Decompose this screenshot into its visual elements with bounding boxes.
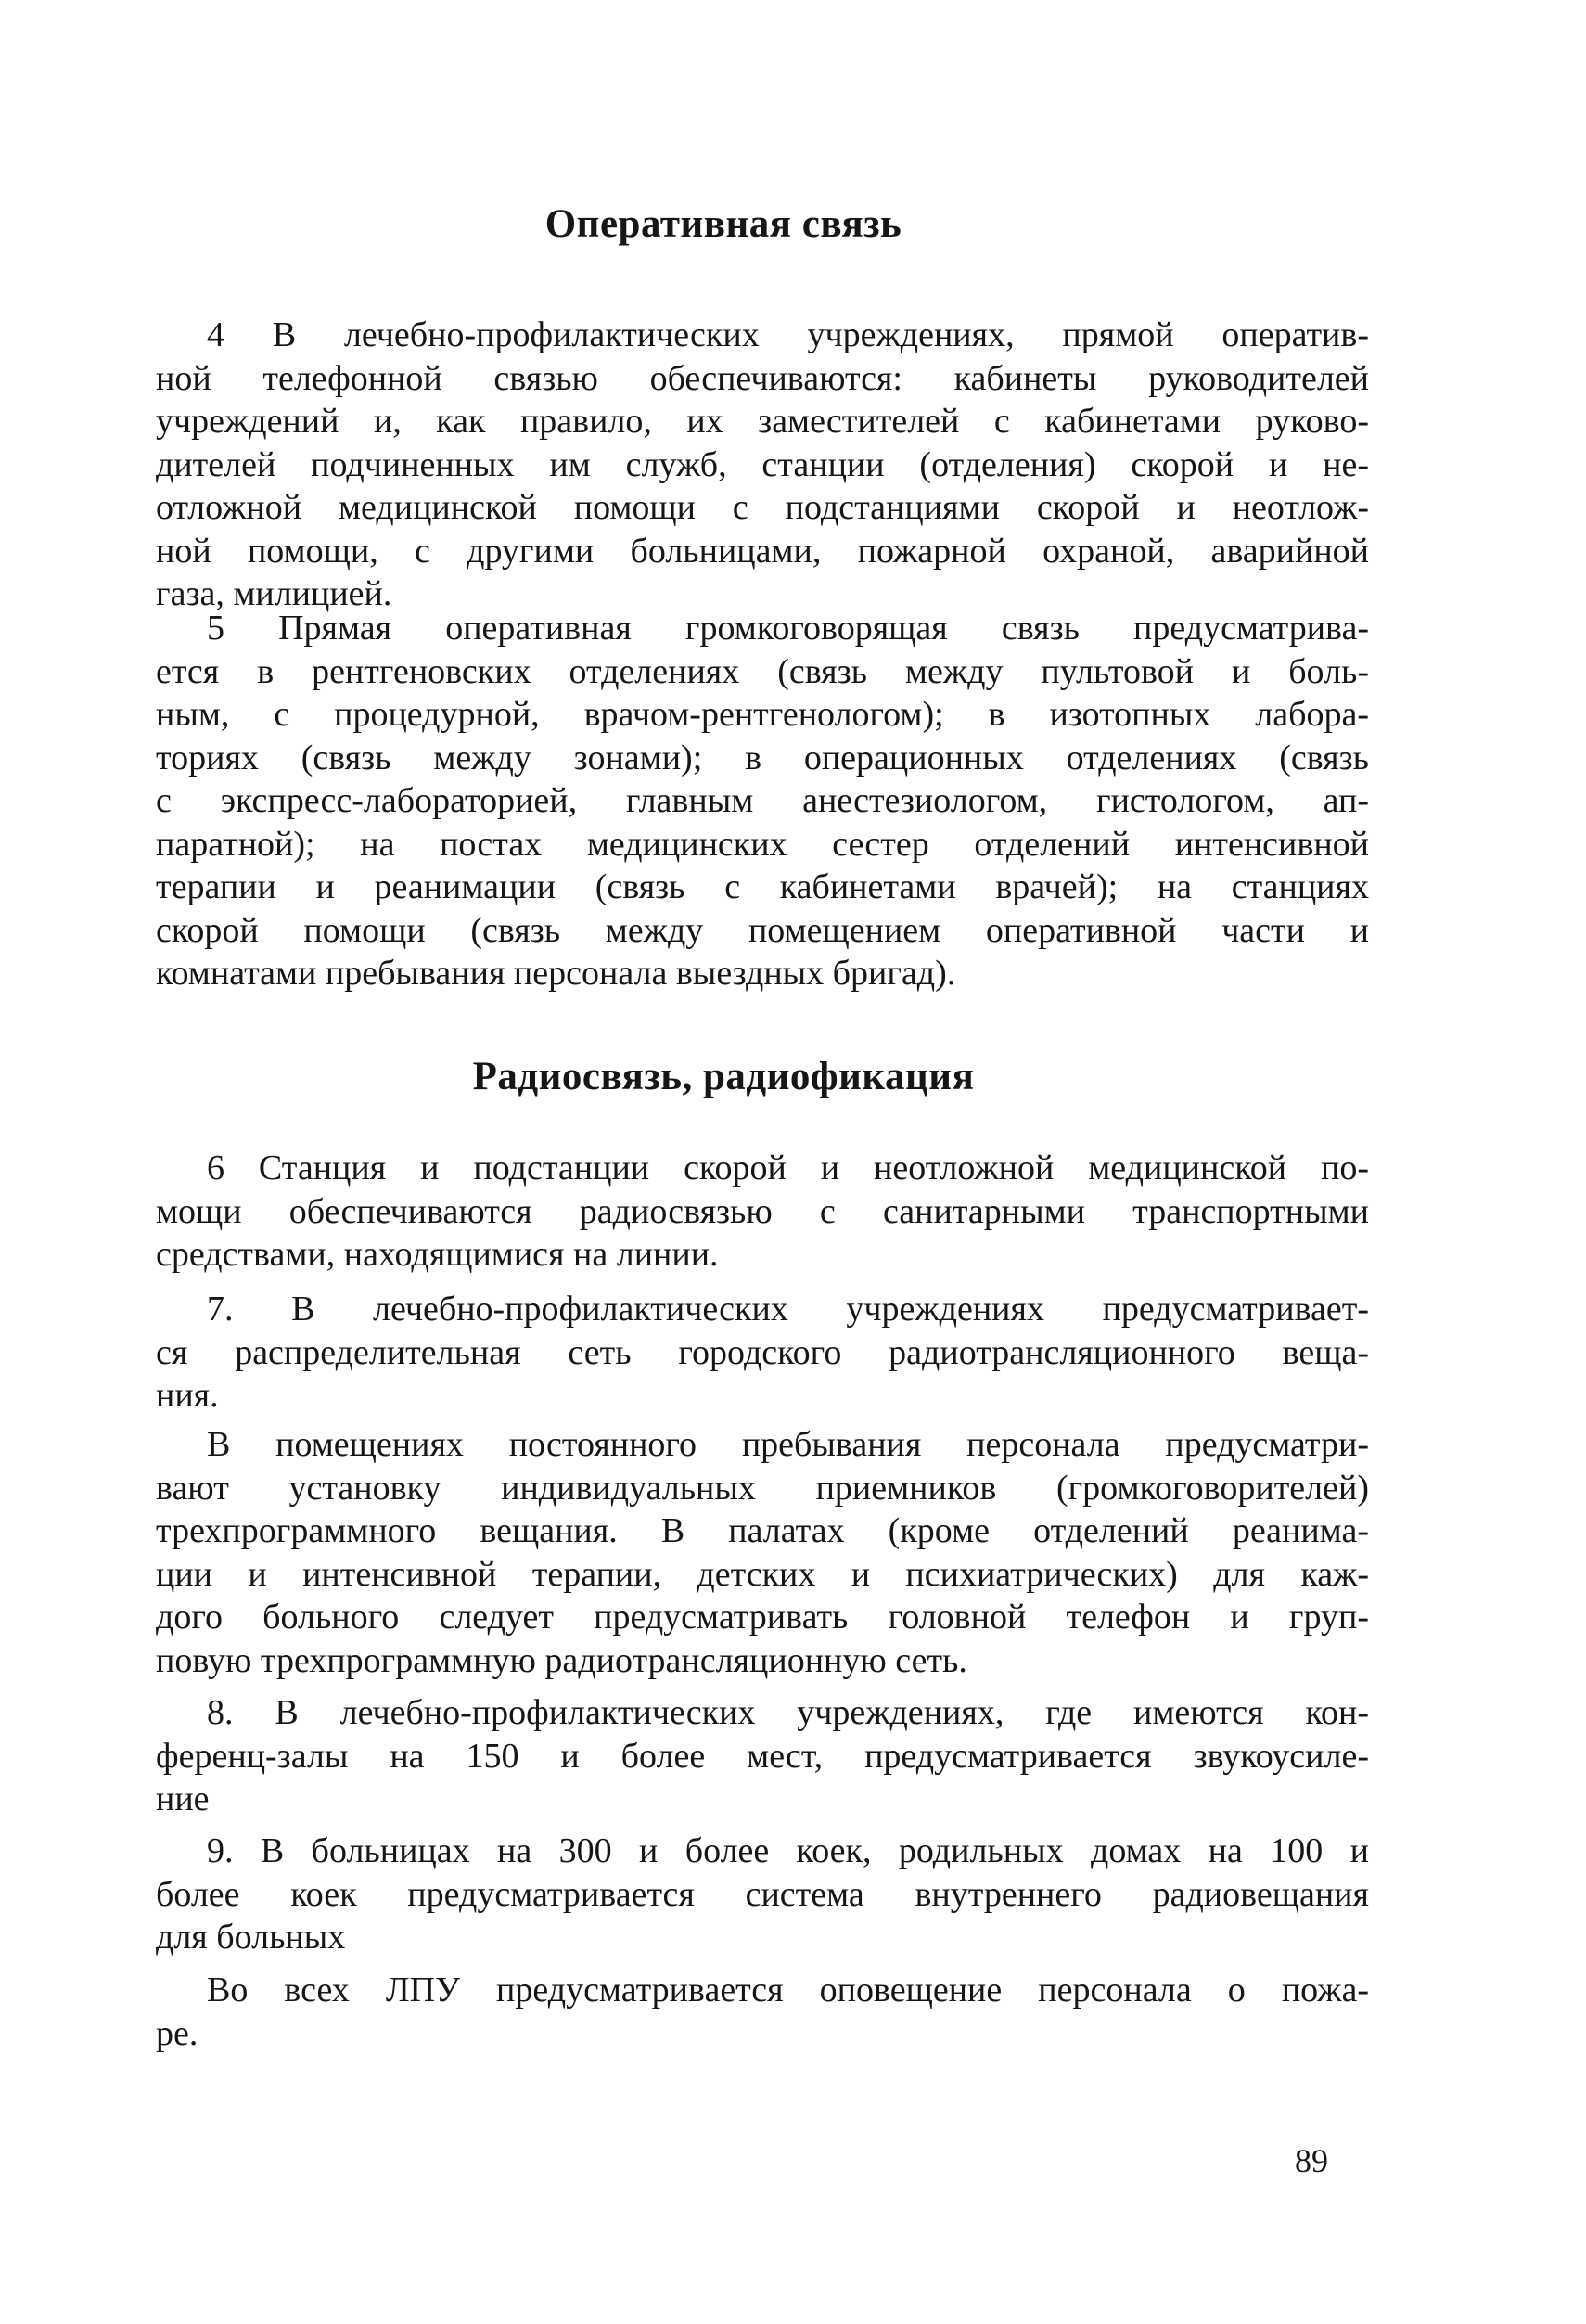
paragraph-line: ным, с процедурной, врачом-рентгенологом); в изотопных лабора- [156, 695, 1369, 734]
paragraph-line: ния. [156, 1376, 219, 1415]
paragraph-line: мощи обеспечиваются радиосвязью с санитарными транспортными [156, 1191, 1369, 1231]
paragraph-line: ференц-залы на 150 и более мест, предусматривается звукоусиле- [156, 1736, 1369, 1776]
paragraph-line: вают установку индивидуальных приемников (громкоговорителей) [156, 1468, 1369, 1508]
paragraph-line: ется в рентгеновских отделениях (связь между пультовой и боль- [156, 651, 1369, 691]
paragraph-line: 4 В лечебно-профилактических учреждениях, прямой оператив- [207, 315, 1369, 354]
paragraph-5 [156, 607, 1369, 995]
paragraph-line: учреждений и, как правило, их заместителей с кабинетами руково- [156, 402, 1369, 441]
paragraph-line: более коек предусматривается система внутреннего радиовещания [156, 1874, 1369, 1914]
paragraph-line: терапии и реанимации (связь с кабинетами врачей); на станциях [156, 867, 1369, 906]
page-number: 89 [1295, 2142, 1328, 2179]
section-heading: Радиосвязь, радиофикация [472, 1055, 975, 1098]
paragraph-7 [156, 1288, 1369, 1418]
paragraph-line: Во всех ЛПУ предусматривается оповещение персонала о пожа- [207, 1971, 1369, 2009]
paragraph-line: дителей подчиненных им служб, станции (отделения) скорой и не- [156, 444, 1369, 484]
paragraph-line: ние [156, 1779, 210, 1818]
paragraph-line: ции и интенсивной терапии, детских и психиатрических) для каж- [156, 1554, 1369, 1594]
paragraph-line: с экспресс-лабораторией, главным анестезиологом, гистологом, ап- [156, 781, 1369, 820]
paragraph-fire-alert [156, 1969, 1369, 2055]
paragraph-line: 6 Станция и подстанции скорой и неотложной медицинской по- [207, 1149, 1369, 1188]
paragraph-line: скорой помощи (связь между помещением оперативной части и [156, 910, 1369, 950]
paragraph-line: ся распределительная сеть городского радиотрансляционного веща- [156, 1332, 1369, 1372]
paragraph-line: 5 Прямая оперативная громкоговорящая связь предусматрива- [207, 609, 1369, 648]
paragraph-line: дого больного следует предусматривать головной телефон и груп- [156, 1598, 1369, 1637]
paragraph-4 [156, 314, 1369, 616]
paragraph-line: трехпрограммного вещания. В палатах (кроме отделений реанима- [156, 1511, 1369, 1550]
paragraph-line: 7. В лечебно-профилактических учреждениях предусматривает- [207, 1290, 1369, 1329]
paragraph-line: комнатами пребывания персонала выездных бригад). [156, 954, 956, 993]
paragraph-line: ториях (связь между зонами); в операционных отделениях (связь [156, 738, 1369, 777]
paragraph-9 [156, 1830, 1369, 1959]
paragraph-line: паратной); на постах медицинских сестер отделений интенсивной [156, 824, 1369, 864]
paragraph-line: ной помощи, с другими больницами, пожарной охраной, аварийной [156, 531, 1369, 571]
paragraph-7-continued [156, 1423, 1369, 1682]
paragraph-line: 9. В больницах на 300 и более коек, родильных домах на 100 и [207, 1831, 1369, 1870]
paragraph-8 [156, 1691, 1369, 1821]
paragraph-line: повую трехпрограммную радиотрансляционную сеть. [156, 1640, 967, 1680]
paragraph-line: В помещениях постоянного пребывания персонала предусматри- [207, 1425, 1369, 1464]
paragraph-line: ной телефонной связью обеспечиваются: кабинеты руководителей [156, 358, 1369, 398]
section-heading: Оперативная связь [544, 202, 902, 246]
paragraph-line: ре. [156, 2013, 198, 2053]
paragraph-line: 8. В лечебно-профилактических учреждениях, где имеются кон- [207, 1693, 1369, 1732]
paragraph-line: средствами, находящимися на линии. [156, 1235, 719, 1274]
paragraph-line: газа, милицией. [156, 574, 392, 613]
paragraph-line: отложной медицинской помощи с подстанциями скорой и неотлож- [156, 488, 1369, 527]
paragraph-line: для больных [156, 1918, 346, 1957]
paragraph-6 [156, 1147, 1369, 1277]
